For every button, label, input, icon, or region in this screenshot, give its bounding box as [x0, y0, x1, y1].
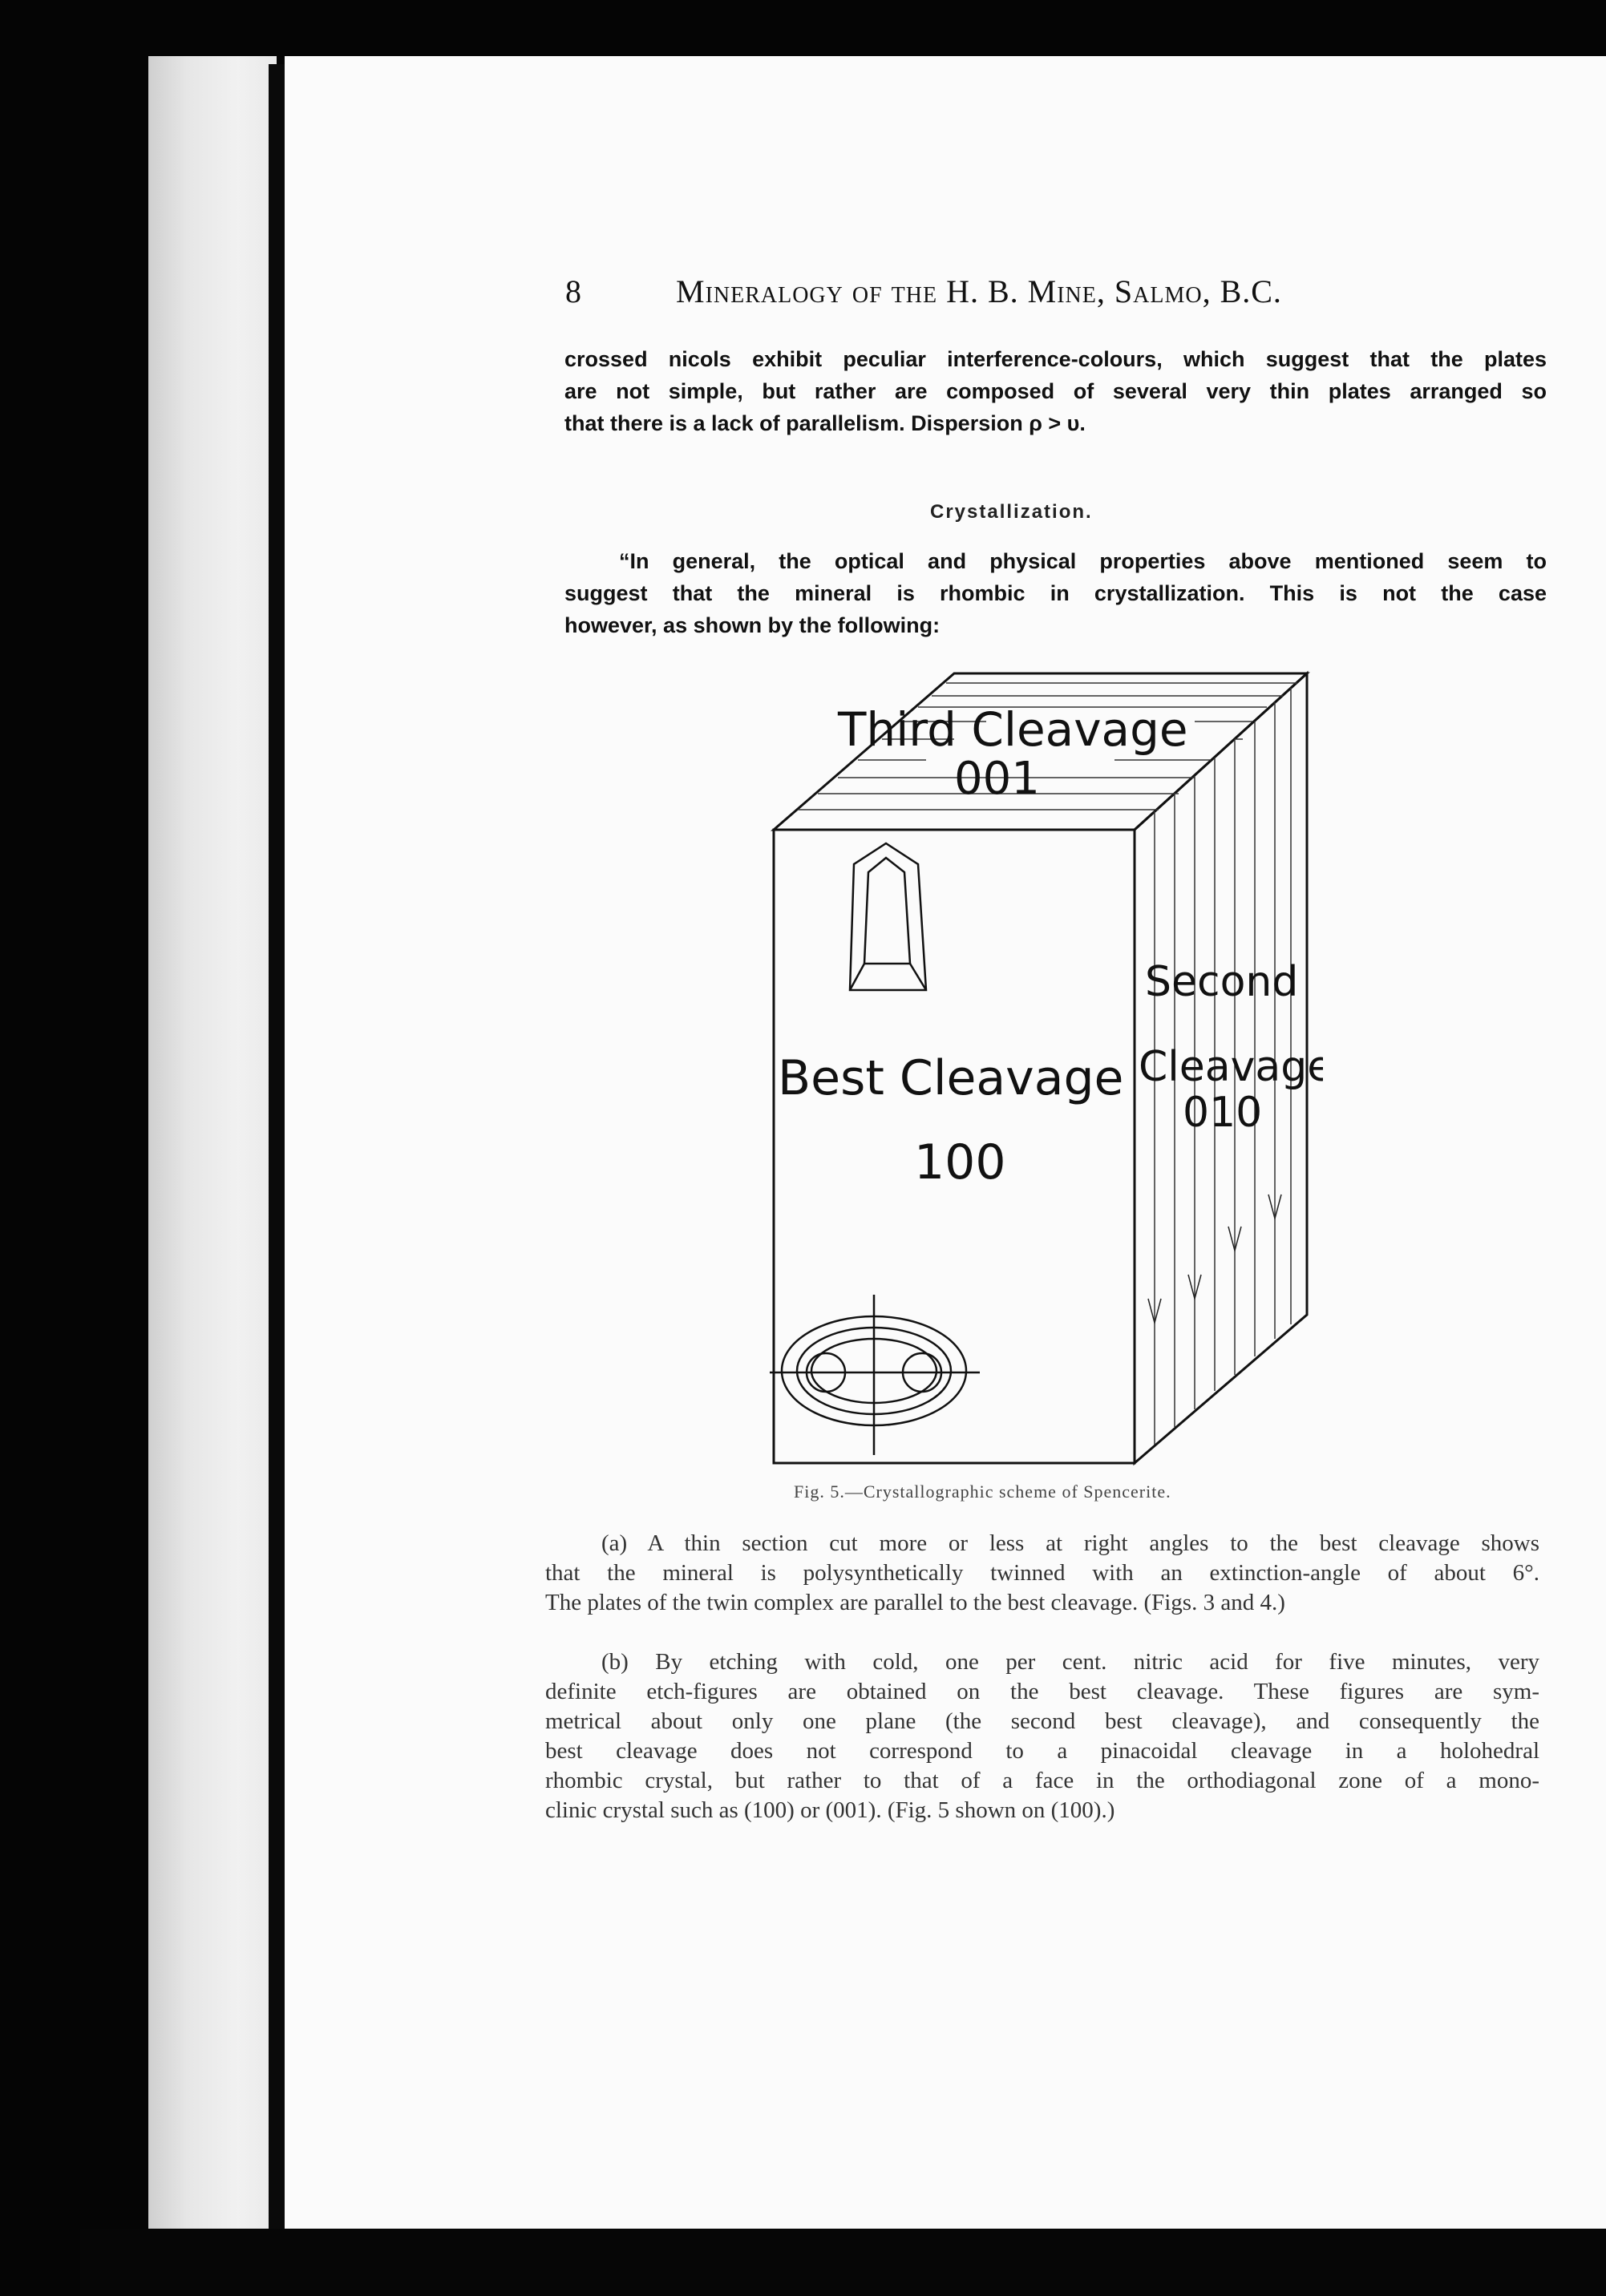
text-line: are not simple, but rather are composed of several very thin plates arranged so	[564, 379, 1547, 403]
paragraph-4	[545, 1647, 1539, 1825]
text-line: “In general, the optical and physical properties above mentioned seem to	[619, 549, 1547, 573]
side-face-index: 010	[1183, 1089, 1263, 1137]
text-line: definite etch-figures are obtained on the best cleavage. These figures are sym-	[545, 1679, 1539, 1704]
etch-figure-oval	[770, 1295, 980, 1455]
book-spine	[148, 56, 277, 2237]
top-face-label: Third Cleavage	[838, 702, 1188, 757]
paragraph-2	[564, 545, 1547, 641]
paragraph-3	[545, 1529, 1539, 1618]
text-line: (a) A thin section cut more or less at right angles to the best cleavage shows	[601, 1530, 1539, 1556]
running-title: Mineralogy of the H. B. Mine, Salmo, B.C.	[676, 273, 1282, 309]
text-line: metrical about only one plane (the second best cleavage), and consequently the	[545, 1708, 1539, 1734]
text-line: suggest that the mineral is rhombic in crystallization. This is not the case	[564, 581, 1547, 605]
text-line: best cleavage does not correspond to a pinacoidal cleavage in a holohedral	[545, 1738, 1539, 1764]
scan-bottom-edge	[80, 2229, 1606, 2296]
top-face-index: 001	[954, 753, 1040, 805]
text-line: (b) By etching with cold, one per cent. nitric acid for five minutes, very	[601, 1649, 1539, 1675]
crystal-figure	[762, 665, 1323, 1475]
text-line: rhombic crystal, but rather to that of a face in the orthodiagonal zone of a mono-	[545, 1768, 1539, 1793]
text-line: crossed nicols exhibit peculiar interference-colours, which suggest that the plates	[564, 347, 1547, 371]
text-line: however, as shown by the following:	[564, 613, 941, 637]
text-line: The plates of the twin complex are parallel to the best cleavage. (Figs. 3 and 4.)	[545, 1590, 1285, 1615]
etch-figure-trapezoid	[850, 843, 926, 990]
crystal-diagram	[762, 665, 1323, 1475]
front-face-label: Best Cleavage	[778, 1050, 1124, 1106]
front-face-index: 100	[914, 1134, 1006, 1190]
running-header	[565, 273, 1447, 321]
side-face-label-1: Second	[1145, 958, 1299, 1006]
text-line: that the mineral is polysynthetically twinned with an extinction-angle of about 6°.	[545, 1560, 1539, 1586]
figure-caption: Fig. 5.—Crystallographic scheme of Spencerite.	[794, 1481, 1171, 1502]
paragraph-1	[564, 343, 1547, 439]
spine-edge	[269, 64, 285, 2245]
side-face-label-2: Cleavage	[1139, 1043, 1323, 1091]
text-line: clinic crystal such as (100) or (001). (Fig. 5 shown on (100).)	[545, 1797, 1115, 1823]
text-line: that there is a lack of parallelism. Dispersion ρ > υ.	[564, 411, 1086, 435]
section-heading: Crystallization.	[930, 501, 1093, 523]
page-number: 8	[565, 273, 582, 309]
